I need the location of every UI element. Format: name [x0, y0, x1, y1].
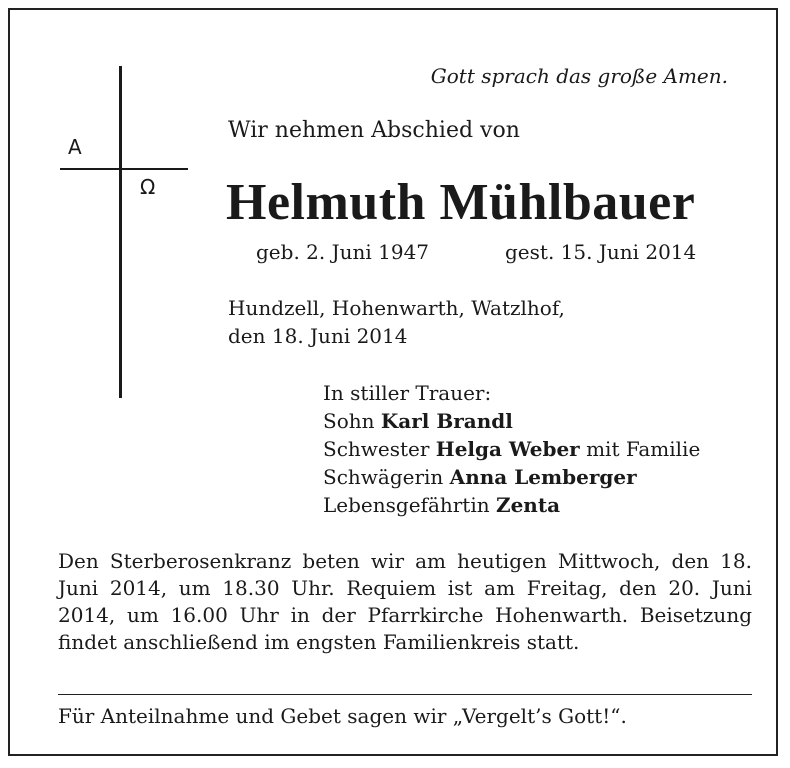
- mourner-entry: [323, 463, 700, 491]
- date-line: den 18. Juni 2014: [228, 324, 408, 348]
- deceased-name: Helmuth Mühlbauer: [226, 174, 696, 231]
- cross-horizontal-beam: [60, 168, 188, 170]
- mourner-relation: Lebensgefährtin: [323, 493, 490, 517]
- mourner-relation: Schwester: [323, 437, 430, 461]
- intro-text: Wir nehmen Abschied von: [228, 118, 520, 143]
- motto: Gott sprach das große Amen.: [430, 64, 728, 88]
- mourner-entry: [323, 491, 700, 519]
- mourner-entry: [323, 407, 700, 435]
- place-date: [228, 294, 565, 350]
- mourner-name: Anna Lemberger: [449, 465, 637, 489]
- mourner-entry: [323, 435, 700, 463]
- mourner-name: Helga Weber: [435, 437, 580, 461]
- divider: [58, 694, 752, 695]
- obituary-notice: [8, 8, 778, 756]
- death-date: gest. 15. Juni 2014: [505, 240, 697, 264]
- omega-symbol-icon: Ω: [140, 175, 156, 199]
- mourner-name: Karl Brandl: [380, 409, 513, 433]
- cross-vertical-beam: [119, 66, 122, 398]
- service-details: Den Sterberosenkranz beten wir am heutigen Mittwoch, den 18. Juni 2014, um 18.30 Uhr. Requiem ist am Freitag, den 20. Juni 2014, um 16.00 Uhr in der Pfarrkirche Hohenwarth. Beisetzung findet anschließend im engsten Familienkreis statt.: [58, 549, 752, 654]
- mourner-name: Zenta: [495, 493, 561, 517]
- place-line: Hundzell, Hohenwarth, Watzlhof,: [228, 296, 565, 320]
- mourners-heading: In stiller Trauer:: [323, 381, 492, 405]
- closing-text: Für Anteilnahme und Gebet sagen wir „Vergelt’s Gott!“.: [58, 704, 627, 728]
- mourner-relation: Schwägerin: [323, 465, 444, 489]
- birth-date: geb. 2. Juni 1947: [256, 240, 430, 264]
- mourners-list: [323, 379, 700, 519]
- mourner-suffix: mit Familie: [586, 437, 701, 461]
- alpha-symbol-icon: A: [68, 135, 82, 159]
- mourner-relation: Sohn: [323, 409, 375, 433]
